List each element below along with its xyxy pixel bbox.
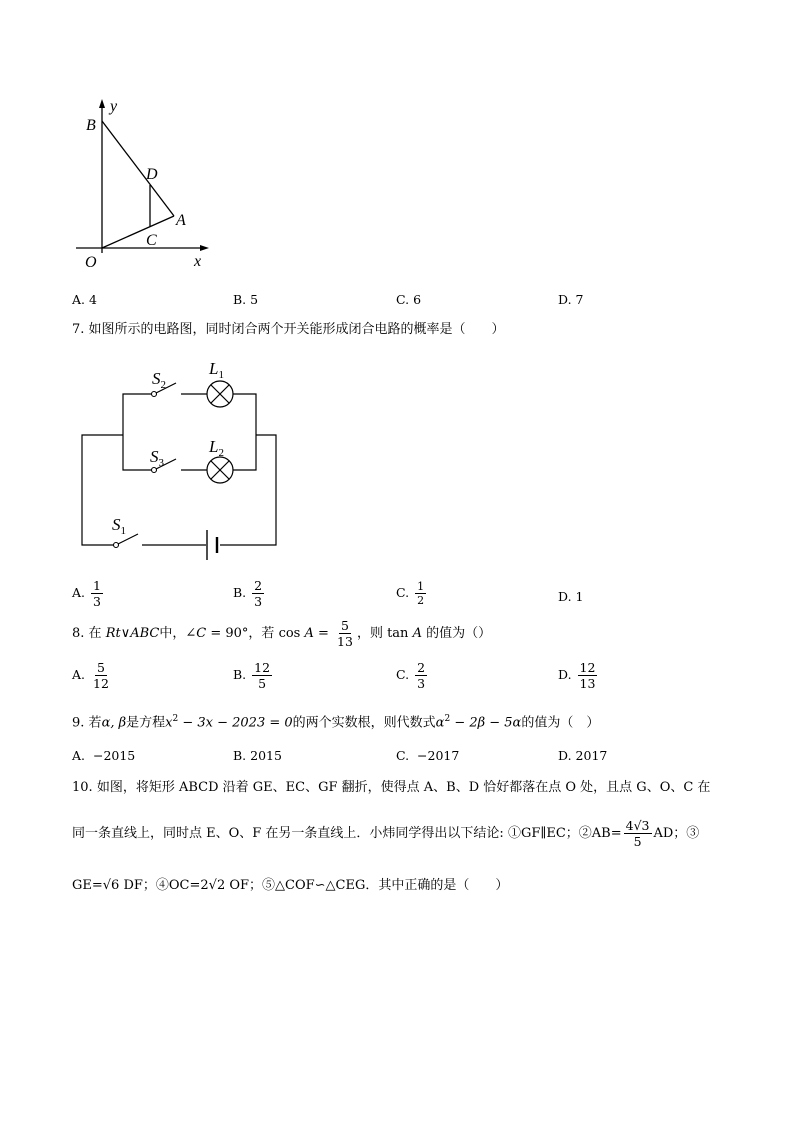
q10-stem-line2: [72, 818, 699, 849]
q9-option-d[interactable]: [558, 748, 607, 763]
label-l2: $L_2$: [209, 437, 224, 459]
option-letter: B.: [233, 292, 247, 307]
label-C: C: [146, 232, 157, 249]
math-var: x: [165, 715, 173, 731]
option-text: 2017: [575, 748, 608, 763]
fraction: [415, 580, 426, 607]
q9-option-b[interactable]: [233, 748, 282, 763]
math-var: A: [304, 626, 314, 641]
option-letter: B.: [233, 585, 247, 600]
option-letter: B.: [233, 748, 247, 763]
switch-s1-contact: [114, 543, 119, 548]
q6-figure: [70, 95, 220, 275]
numerator: 12: [254, 660, 271, 675]
numerator: 5: [96, 660, 105, 675]
label-x: x: [194, 253, 202, 270]
option-letter: A.: [72, 585, 86, 600]
fraction: [624, 818, 652, 849]
q6-option-d[interactable]: [558, 292, 584, 307]
exponent: 2: [172, 714, 179, 724]
text: 的两个实数根，则代数式: [292, 715, 436, 731]
option-text: 6: [413, 292, 422, 307]
question-number: 9.: [72, 715, 85, 731]
text: 是方程: [126, 715, 166, 731]
q8-option-d[interactable]: [558, 660, 599, 691]
option-text: 7: [575, 292, 584, 307]
option-letter: D.: [558, 667, 572, 682]
option-letter: D.: [558, 748, 572, 763]
question-number: 10.: [72, 780, 93, 795]
q6-option-b[interactable]: [233, 292, 258, 307]
option-text: −2017: [417, 748, 460, 763]
denominator: 2: [417, 594, 425, 607]
option-letter: A.: [72, 667, 86, 682]
denominator: 5: [633, 834, 642, 849]
numerator: 1: [417, 580, 425, 593]
numerator: 1: [93, 578, 101, 593]
q9-option-c[interactable]: [396, 748, 459, 763]
math-var: C: [196, 626, 207, 641]
math-triangle: Rt∨ABC: [105, 626, 160, 641]
question-text: 如图所示的电路图，同时闭合两个开关能形成闭合电路的概率是（ ）: [88, 322, 505, 337]
option-letter: A.: [72, 292, 86, 307]
math-equation: − 3x − 2023 = 0: [178, 715, 293, 731]
math-text: = 90°，若 cos: [206, 626, 305, 641]
q8-option-b[interactable]: [233, 660, 274, 691]
option-letter: D.: [558, 292, 572, 307]
text: ，则 tan: [356, 626, 413, 641]
text: 的值为（ ）: [521, 715, 600, 731]
fraction: [415, 660, 427, 691]
text: 在: [88, 626, 102, 641]
question-text: 如图，将矩形 ABCD 沿着 GE、EC、GF 翻折，使得点 A、B、D 恰好都落在点 O 处，且点 G、O、C 在: [96, 780, 711, 795]
q6-option-c[interactable]: [396, 292, 421, 307]
question-text: 同一条直线上，同时点 E、O、F 在另一条直线上．小炜同学得出以下结论: ①GF∥EC；②AB=: [72, 826, 622, 841]
text: 的值为（）: [421, 626, 492, 641]
option-letter: C.: [396, 748, 410, 763]
option-text: 1: [575, 589, 584, 604]
wire-branch-left: [123, 394, 151, 470]
math-var: A: [412, 626, 422, 641]
q6-option-a[interactable]: [72, 292, 97, 307]
question-number: 7.: [72, 322, 85, 337]
exponent: 2: [444, 714, 451, 724]
switch-s3-contact: [152, 468, 157, 473]
math-vars: α, β: [101, 715, 127, 731]
q10-stem-line3: [72, 878, 508, 894]
label-D: D: [146, 166, 158, 183]
option-text: 2015: [250, 748, 282, 763]
numerator: 4√3: [625, 818, 650, 833]
denominator: 3: [254, 594, 263, 609]
fraction: [91, 660, 111, 691]
math-var: α: [435, 715, 445, 731]
label-O: O: [85, 254, 97, 271]
text: 中，∠: [159, 626, 197, 641]
text: 若: [88, 715, 102, 731]
label-y: y: [110, 98, 118, 115]
fraction: [252, 660, 272, 691]
numerator: 2: [254, 578, 263, 593]
q9-option-a[interactable]: [72, 748, 135, 763]
y-axis-arrow: [99, 99, 105, 108]
segment-OA: [102, 216, 174, 248]
denominator: 5: [258, 676, 267, 691]
q8-option-a[interactable]: [72, 660, 113, 691]
wire-outer-right: [220, 435, 276, 545]
option-letter: C.: [396, 585, 410, 600]
switch-s2-contact: [152, 392, 157, 397]
numerator: 2: [417, 660, 426, 675]
q8-stem: [72, 618, 491, 649]
option-letter: C.: [396, 292, 410, 307]
denominator: 13: [579, 676, 596, 691]
label-s1: $S_1$: [112, 515, 126, 537]
option-letter: C.: [396, 667, 410, 682]
q9-stem: [72, 711, 599, 731]
option-letter: D.: [558, 589, 572, 604]
q7-circuit-figure: [78, 358, 283, 563]
denominator: 13: [337, 634, 353, 649]
fraction: [335, 618, 355, 649]
option-text: 4: [89, 292, 97, 307]
denominator: 3: [93, 594, 101, 609]
numerator: 5: [341, 618, 349, 633]
math-expression: − 2β − 5α: [450, 715, 522, 731]
option-letter: B.: [233, 667, 247, 682]
q10-stem-line1: [72, 780, 710, 796]
segment-BA: [102, 121, 174, 216]
q7-option-d[interactable]: [558, 589, 584, 604]
label-A: A: [176, 212, 186, 229]
question-text: GE=√6 DF；④OC=2√2 OF；⑤△COF∽△CEG．其中正确的是（ ）: [72, 878, 509, 893]
question-number: 8.: [72, 626, 85, 641]
wire-branch-right: [233, 394, 256, 470]
question-text: AD；③: [653, 826, 700, 841]
q7-stem: [72, 322, 505, 338]
denominator: 12: [93, 676, 109, 691]
fraction: [578, 660, 598, 691]
fraction: [252, 578, 264, 609]
x-axis-arrow: [200, 245, 209, 251]
label-s3: $S_3$: [150, 447, 164, 469]
option-text: −2015: [92, 748, 136, 763]
q8-option-c[interactable]: [396, 660, 429, 691]
label-s2: $S_2$: [152, 369, 166, 391]
label-B: B: [86, 117, 96, 134]
fraction: [91, 578, 103, 609]
q7-option-c[interactable]: [396, 580, 428, 607]
math-text: =: [313, 626, 329, 641]
q7-option-b[interactable]: [233, 578, 266, 609]
denominator: 3: [417, 676, 426, 691]
option-letter: A.: [72, 748, 86, 763]
q7-option-a[interactable]: [72, 578, 105, 609]
label-l1: $L_1$: [209, 359, 224, 381]
numerator: 12: [579, 660, 596, 675]
option-text: 5: [250, 292, 259, 307]
